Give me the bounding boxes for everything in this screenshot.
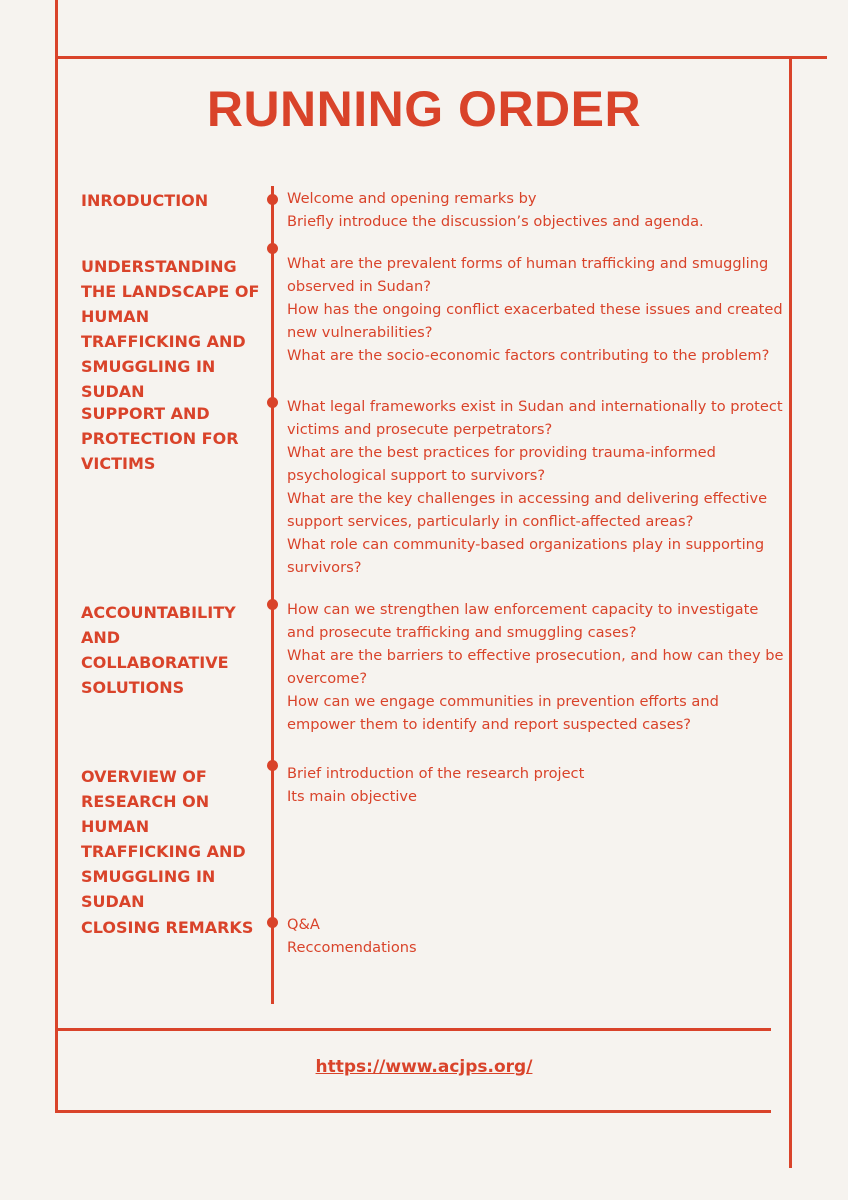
- list-item: Its main objective: [287, 788, 418, 805]
- list-item: What role can community-based organizations play in supporting survivors?: [287, 536, 765, 576]
- list-item: How can we engage communities in prevention efforts and empower them to identify and report suspected cases?: [287, 693, 719, 733]
- page-title: RUNNING ORDER: [206, 81, 642, 137]
- list-item: What are the barriers to effective prosecution, and how can they be overcome?: [287, 647, 784, 687]
- section-items: [287, 913, 787, 959]
- section-label: SUPPORT AND PROTECTION FOR VICTIMS: [81, 404, 239, 473]
- footer-bottom-line: [55, 1110, 771, 1113]
- section-items: [287, 598, 787, 736]
- list-item: Welcome and opening remarks by: [287, 190, 537, 207]
- timeline-dot: [267, 917, 278, 928]
- section-label: UNDERSTANDING THE LANDSCAPE OF HUMAN TRAFFICKING AND SMUGGLING IN SUDAN: [81, 257, 260, 401]
- timeline-dot: [267, 599, 278, 610]
- list-item: Reccomendations: [287, 939, 417, 956]
- list-item: Briefly introduce the discussion’s objectives and agenda.: [287, 213, 704, 230]
- website-link[interactable]: https://www.acjps.org/: [315, 1057, 533, 1077]
- section-label: INRODUCTION: [81, 191, 209, 210]
- list-item: What legal frameworks exist in Sudan and internationally to protect victims and prosecute perpetrators?: [287, 398, 783, 438]
- list-item: What are the key challenges in accessing and delivering effective support services, particularly in conflict-affected areas?: [287, 490, 768, 530]
- timeline-dot: [267, 194, 278, 205]
- frame-right-vertical-line: [789, 56, 792, 1168]
- section-label: CLOSING REMARKS: [81, 918, 254, 937]
- timeline-line: [271, 186, 274, 1004]
- section-items: [287, 252, 787, 367]
- timeline-dot: [267, 760, 278, 771]
- section-label: OVERVIEW OF RESEARCH ON HUMAN TRAFFICKING AND SMUGGLING IN SUDAN: [81, 767, 246, 911]
- list-item: How can we strengthen law enforcement capacity to investigate and prosecute trafficking and smuggling cases?: [287, 601, 759, 641]
- timeline-dot: [267, 243, 278, 254]
- section-label: ACCOUNTABILITY AND COLLABORATIVE SOLUTIONS: [81, 603, 236, 697]
- list-item: What are the prevalent forms of human trafficking and smuggling observed in Sudan?: [287, 255, 769, 295]
- list-item: Brief introduction of the research project: [287, 765, 585, 782]
- section-items: [287, 187, 787, 233]
- timeline-dot: [267, 397, 278, 408]
- frame-top-horizontal-line: [55, 56, 827, 59]
- list-item: What are the best practices for providing trauma-informed psychological support to survivors?: [287, 444, 716, 484]
- frame-left-vertical-line: [55, 0, 58, 1112]
- footer-top-line: [55, 1028, 771, 1031]
- section-items: [287, 395, 787, 579]
- section-items: [287, 762, 787, 808]
- list-item: How has the ongoing conflict exacerbated these issues and created new vulnerabilities?: [287, 301, 783, 341]
- list-item: Q&A: [287, 916, 320, 933]
- list-item: What are the socio-economic factors contributing to the problem?: [287, 347, 770, 364]
